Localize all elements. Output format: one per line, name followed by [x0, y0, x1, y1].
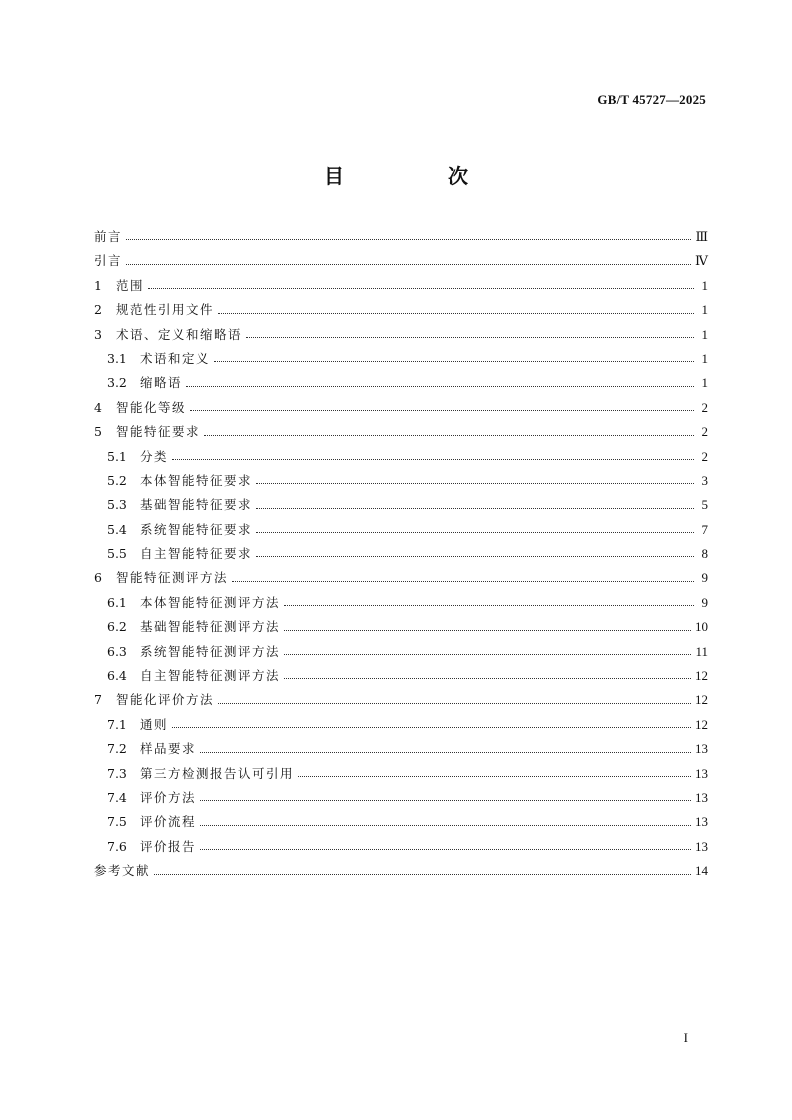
toc-entry-title: 系统智能特征要求 [140, 521, 253, 537]
toc-dot-leader [126, 249, 691, 273]
toc-entry-number: 7.3 [107, 765, 127, 781]
toc-entry-title: 智能化等级 [116, 399, 187, 415]
toc-entry-title: 智能化评价方法 [116, 692, 215, 708]
toc-entry-page: 1 [701, 326, 708, 342]
toc-entry-page: Ⅲ [695, 228, 708, 244]
toc-entry[interactable] [94, 518, 708, 542]
toc-entry[interactable] [94, 566, 708, 590]
toc-dot-leader [256, 518, 694, 542]
toc-entry[interactable] [94, 640, 708, 664]
toc-entry-page: 13 [695, 741, 708, 757]
toc-entry[interactable] [94, 737, 708, 761]
toc-dot-leader [284, 615, 691, 639]
toc-entry-page: 8 [701, 546, 708, 562]
toc-entry-title: 评价流程 [140, 814, 197, 830]
toc-entry-title: 缩略语 [140, 375, 183, 391]
toc-entry-number: 5.5 [107, 546, 127, 562]
toc-dot-leader [154, 859, 691, 883]
toc-dot-leader [284, 664, 691, 688]
toc-entry-page: 13 [695, 814, 708, 830]
toc-dot-leader [284, 640, 691, 664]
toc-dot-leader [200, 786, 691, 810]
toc-entry-title: 本体智能特征要求 [140, 472, 253, 488]
toc-entry-title: 基础智能特征测评方法 [140, 619, 281, 635]
toc-entry-title: 术语、定义和缩略语 [116, 326, 243, 342]
toc-entry[interactable] [94, 835, 708, 859]
table-of-contents [94, 225, 708, 884]
toc-entry[interactable] [94, 688, 708, 712]
toc-dot-leader [256, 469, 694, 493]
toc-entry[interactable] [94, 420, 708, 444]
toc-entry[interactable] [94, 469, 708, 493]
toc-entry-title: 评价报告 [140, 838, 197, 854]
toc-entry-page: 2 [701, 448, 708, 464]
toc-entry-title: 范围 [116, 277, 145, 293]
toc-entry[interactable] [94, 396, 708, 420]
toc-dot-leader [200, 835, 691, 859]
toc-entry-page: 1 [701, 375, 708, 391]
toc-entry-number: 6.1 [107, 594, 127, 610]
toc-entry-page: 1 [701, 302, 708, 318]
toc-entry[interactable] [94, 615, 708, 639]
toc-entry-page: 3 [701, 472, 708, 488]
toc-entry-title: 术语和定义 [140, 350, 211, 366]
toc-entry-page: 1 [701, 277, 708, 293]
toc-dot-leader [200, 737, 691, 761]
toc-dot-leader [246, 323, 694, 347]
toc-entry-number: 6.4 [107, 668, 127, 684]
toc-entry-number: 2 [94, 302, 102, 318]
toc-entry-title: 智能特征测评方法 [116, 570, 229, 586]
toc-dot-leader [218, 688, 691, 712]
toc-entry-title: 样品要求 [140, 741, 197, 757]
toc-entry-title: 引言 [94, 253, 123, 269]
toc-entry-page: 10 [695, 619, 708, 635]
toc-entry[interactable] [94, 713, 708, 737]
toc-entry[interactable] [94, 664, 708, 688]
toc-entry-page: 11 [695, 643, 708, 659]
toc-entry-number: 5.3 [107, 497, 127, 513]
toc-entry-number: 7 [94, 692, 102, 708]
toc-entry[interactable] [94, 225, 708, 249]
toc-entry-number: 7.5 [107, 814, 127, 830]
toc-entry[interactable] [94, 859, 708, 883]
toc-entry-number: 7.6 [107, 838, 127, 854]
toc-entry-number: 7.2 [107, 741, 127, 757]
toc-entry[interactable] [94, 542, 708, 566]
toc-entry-page: 2 [701, 399, 708, 415]
toc-entry[interactable] [94, 249, 708, 273]
toc-entry-number: 5.2 [107, 472, 127, 488]
toc-entry-page: 13 [695, 838, 708, 854]
toc-dot-leader [126, 225, 691, 249]
toc-dot-leader [190, 396, 694, 420]
toc-entry[interactable] [94, 371, 708, 395]
toc-dot-leader [204, 420, 694, 444]
toc-dot-leader [284, 591, 694, 615]
toc-dot-leader [186, 371, 694, 395]
toc-entry-title: 系统智能特征测评方法 [140, 643, 281, 659]
toc-dot-leader [256, 542, 694, 566]
toc-entry[interactable] [94, 762, 708, 786]
toc-entry-number: 6 [94, 570, 102, 586]
toc-entry-title: 基础智能特征要求 [140, 497, 253, 513]
toc-entry-number: 5.4 [107, 521, 127, 537]
toc-entry-page: 7 [701, 521, 708, 537]
toc-entry-page: 1 [701, 350, 708, 366]
toc-entry-page: 14 [695, 863, 708, 879]
toc-entry-page: 13 [695, 765, 708, 781]
toc-dot-leader [200, 810, 691, 834]
toc-entry[interactable] [94, 810, 708, 834]
toc-entry-number: 1 [94, 277, 102, 293]
toc-entry-title: 规范性引用文件 [116, 302, 215, 318]
toc-dot-leader [298, 762, 691, 786]
toc-dot-leader [172, 445, 694, 469]
toc-entry-number: 3.2 [107, 375, 127, 391]
toc-entry-number: 3 [94, 326, 102, 342]
toc-entry[interactable] [94, 323, 708, 347]
toc-entry-title: 参考文献 [94, 863, 151, 879]
toc-entry[interactable] [94, 274, 708, 298]
toc-entry[interactable] [94, 347, 708, 371]
toc-entry-title: 本体智能特征测评方法 [140, 594, 281, 610]
toc-entry-page: 12 [695, 716, 708, 732]
toc-entry-title: 智能特征要求 [116, 424, 201, 440]
toc-entry-number: 7.1 [107, 716, 127, 732]
toc-entry[interactable] [94, 591, 708, 615]
toc-entry-page: 9 [701, 594, 708, 610]
page-number: I [683, 1030, 688, 1045]
toc-entry-number: 7.4 [107, 789, 127, 805]
toc-entry-title: 通则 [140, 716, 169, 732]
toc-entry-title: 评价方法 [140, 789, 197, 805]
toc-dot-leader [172, 713, 691, 737]
toc-dot-leader [232, 566, 694, 590]
toc-entry-title: 自主智能特征测评方法 [140, 668, 281, 684]
toc-entry[interactable] [94, 445, 708, 469]
toc-entry[interactable] [94, 493, 708, 517]
toc-entry-page: 12 [695, 692, 708, 708]
standard-code: GB/T 45727—2025 [597, 92, 706, 107]
toc-dot-leader [214, 347, 694, 371]
toc-dot-leader [218, 298, 694, 322]
toc-entry-page: 13 [695, 789, 708, 805]
toc-entry[interactable] [94, 298, 708, 322]
toc-entry-page: 2 [701, 424, 708, 440]
toc-entry-page: Ⅳ [695, 253, 708, 269]
toc-entry[interactable] [94, 786, 708, 810]
toc-dot-leader [148, 274, 694, 298]
toc-title: 目 次 [324, 164, 510, 188]
toc-entry-title: 分类 [140, 448, 169, 464]
toc-entry-title: 自主智能特征要求 [140, 546, 253, 562]
toc-entry-page: 12 [695, 668, 708, 684]
toc-entry-number: 6.3 [107, 643, 127, 659]
toc-entry-page: 9 [701, 570, 708, 586]
toc-entry-number: 6.2 [107, 619, 127, 635]
toc-entry-number: 4 [94, 399, 102, 415]
toc-entry-title: 前言 [94, 228, 123, 244]
toc-entry-number: 3.1 [107, 350, 127, 366]
toc-entry-number: 5.1 [107, 448, 127, 464]
toc-entry-number: 5 [94, 424, 102, 440]
toc-entry-title: 第三方检测报告认可引用 [140, 765, 295, 781]
toc-dot-leader [256, 493, 694, 517]
toc-entry-page: 5 [701, 497, 708, 513]
